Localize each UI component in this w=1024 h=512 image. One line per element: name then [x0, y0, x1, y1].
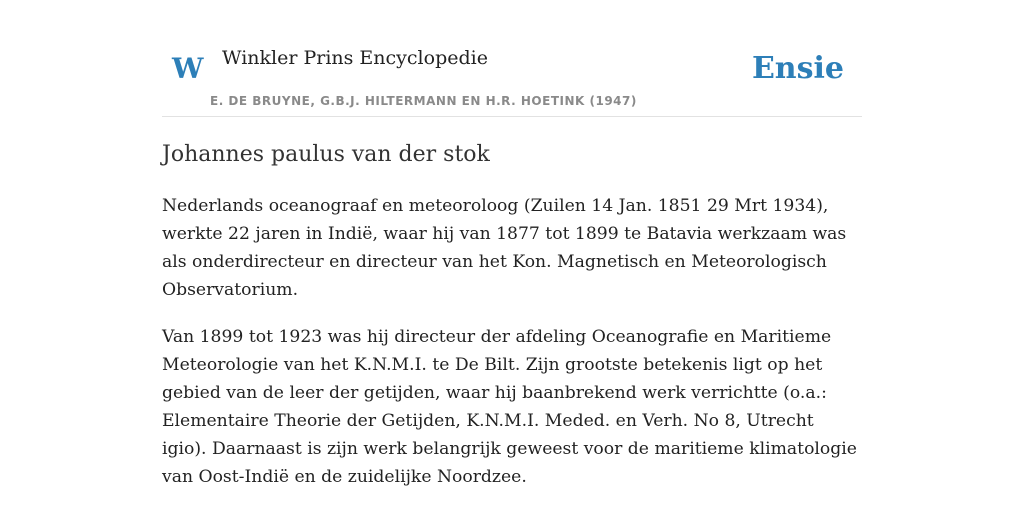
publication-logo[interactable]: W — [172, 52, 204, 85]
ensie-brand-logo[interactable]: Ensie — [751, 51, 844, 86]
article-paragraph-2: Van 1899 tot 1923 was hij directeur der afdeling Oceanografie en Maritieme Meteorologie van het K.N.M.I. te De Bilt. Zijn grootste betekenis ligt op het gebied van de leer der getijden, waar hij baanbrekend werk verrichtte (o.a.: Elementaire Theorie der Getijden, K.N.M.I. Meded. en Verh. No 8, Utrecht igio). Daarnaast is zijn werk belangrijk geweest voor de maritieme klimatologie van Oost-Indië en de zuidelijke Noordzee. — [162, 327, 857, 487]
article-paragraph-1: Nederlands oceanograaf en meteoroloog (Zuilen 14 Jan. 1851 29 Mrt 1934), werkte 22 jaren in Indië, waar hij van 1877 tot 1899 te Batavia werkzaam was als onderdirecteur en directeur van het Kon. Magnetisch en Meteorologisch Observatorium. — [162, 196, 847, 300]
article-title: Johannes paulus van der stok — [162, 142, 490, 167]
page-container — [162, 0, 862, 512]
publication-header — [162, 0, 862, 117]
publication-authors: E. DE BRUYNE, G.B.J. HILTERMANN EN H.R. HOETINK (1947) — [210, 94, 637, 108]
publication-title[interactable]: Winkler Prins Encyclopedie — [222, 47, 488, 69]
